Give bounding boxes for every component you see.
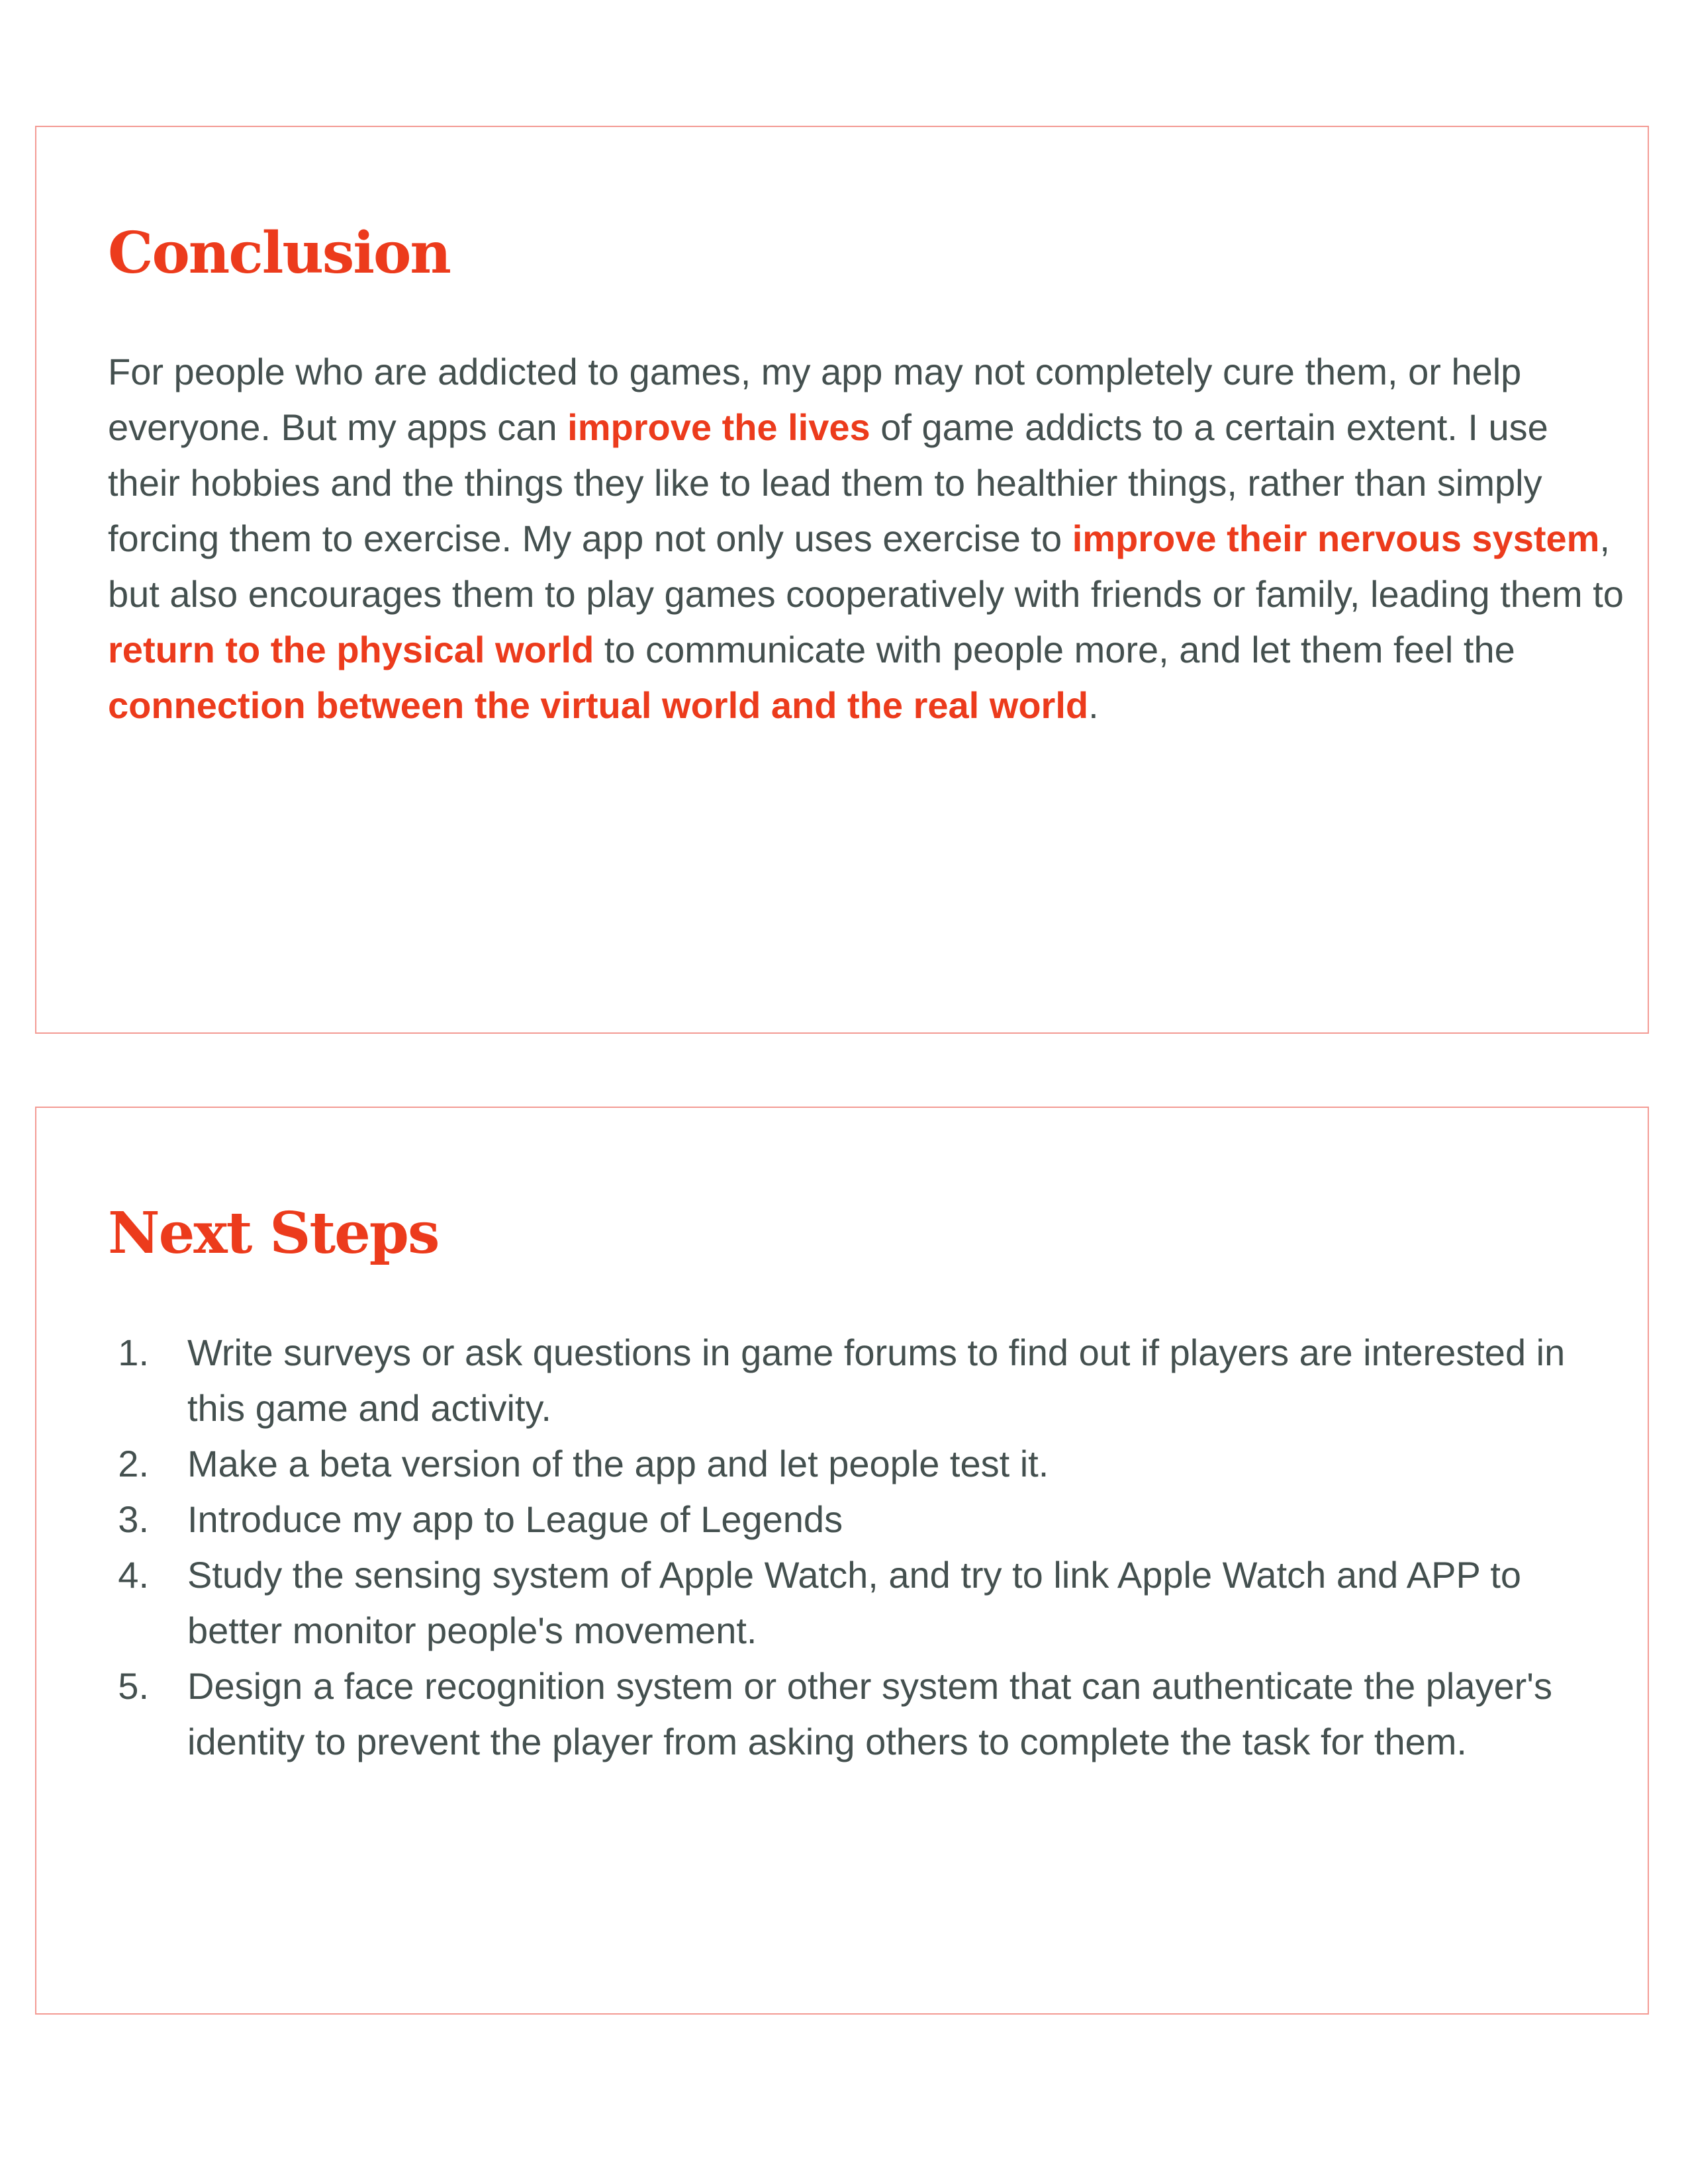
next-steps-list [108,1325,1624,1770]
next-steps-title: Next Steps [108,1200,439,1267]
conclusion-card [35,126,1649,1034]
list-item [108,1436,1624,1492]
list-item [108,1547,1624,1659]
list-number: 4. [118,1554,149,1596]
list-item-text: Write surveys or ask questions in game forums to find out if players are interested in this game and activity. [187,1332,1566,1429]
list-item [108,1659,1624,1770]
highlight-nervous-system: improve their nervous system [1072,518,1600,559]
paragraph-segment: to communicate with people more, and let them feel the [594,629,1515,670]
paragraph-segment: , but also encourages them to play games cooperatively with friends or family, leading them to [108,518,1624,615]
paragraph-segment: For people who are addicted to games, my app may not completely cure them, or help everyone. But my apps can [108,351,1522,448]
list-number: 1. [118,1332,149,1373]
next-steps-card [35,1107,1649,2015]
list-item [108,1492,1624,1547]
paragraph-segment: of game addicts to a certain extent. I use their hobbies and the things they like to lead them to healthier things, rather than simply forcing them to exercise. My app not only uses exercise to [108,406,1548,559]
list-number: 5. [118,1665,149,1707]
conclusion-title: Conclusion [108,220,450,287]
list-item-text: Study the sensing system of Apple Watch, and try to link Apple Watch and APP to better monitor people's movement. [187,1554,1522,1651]
highlight-physical-world: return to the physical world [108,629,594,670]
conclusion-paragraph [108,344,1624,733]
list-item [108,1325,1624,1436]
highlight-connection: connection between the virtual world and the real world [108,684,1089,726]
list-number: 2. [118,1443,149,1484]
list-item-text: Introduce my app to League of Legends [187,1498,843,1540]
highlight-improve-lives: improve the lives [567,406,870,448]
list-item-text: Design a face recognition system or other system that can authenticate the player's identity to prevent the player from asking others to complete the task for them. [187,1665,1552,1762]
list-number: 3. [118,1498,149,1540]
list-item-text: Make a beta version of the app and let people test it. [187,1443,1049,1484]
paragraph-segment: . [1088,684,1099,726]
